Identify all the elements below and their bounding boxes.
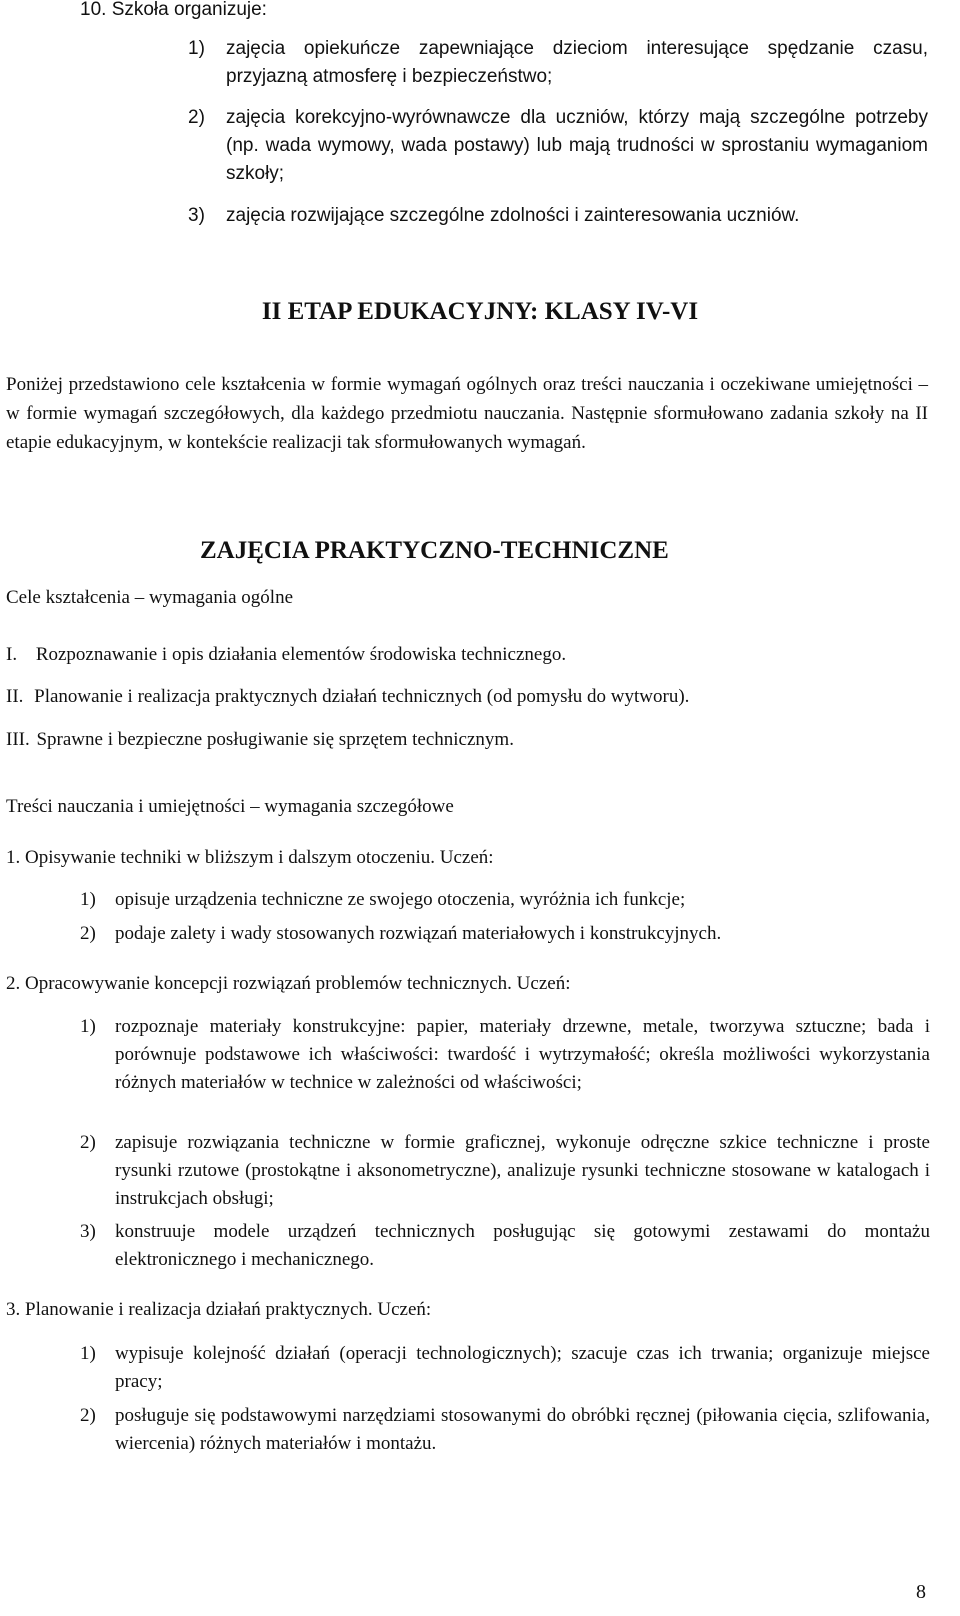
section-item-text: wypisuje kolejność działań (operacji technologicznych); szacuje czas ich trwania; organizuje miejsce pracy; [115,1343,930,1392]
section-item-text: zapisuje rozwiązania techniczne w formie graficznej, wykonuje odręczne szkice techniczne i proste rysunki rzutowe (prostokątne i aksonometryczne), analizuje rysunki techniczne stosowane w katalogach i instrukcjach obsługi; [115,1132,930,1209]
general-goal-1 [6,641,928,669]
general-goal-number: III. [6,729,30,750]
section-1-title: 1. Opisywanie techniki w bliższym i dalszym otoczeniu. Uczeń: [6,847,494,868]
intro-item-1 [188,35,928,91]
detailed-heading: Treści nauczania i umiejętności – wymagania szczegółowe [6,796,454,817]
general-goal-number: II. [6,686,24,707]
general-goal-text: Rozpoznawanie i opis działania elementów środowiska technicznego. [35,644,567,665]
section-3-title: 3. Planowanie i realizacja działań praktycznych. Uczeń: [6,1299,432,1320]
section-item-number: 2) [80,923,96,944]
section-item-number: 1) [80,1343,96,1364]
intro-item-text: zajęcia korekcyjno-wyrównawcze dla uczniów, którzy mają szczególne potrzeby (np. wada wymowy, wada postawy) lub mają trudności w sprostaniu wymaganiom szkoły; [226,107,928,184]
intro-title: 10. Szkoła organizuje: [80,0,267,20]
section-2-item-3 [80,1218,930,1274]
section-item-text: opisuje urządzenia techniczne ze swojego otoczenia, wyróżnia ich funkcje; [115,889,686,910]
general-goals-heading: Cele kształcenia – wymagania ogólne [6,587,294,608]
section-3-item-1 [80,1340,930,1396]
intro-item-text: zajęcia rozwijające szczególne zdolności i zainteresowania uczniów. [226,205,800,226]
section-item-number: 2) [80,1405,96,1426]
general-goal-text: Planowanie i realizacja praktycznych działań technicznych (od pomysłu do wytworu). [34,686,690,707]
subject-heading: ZAJĘCIA PRAKTYCZNO-TECHNICZNE [200,537,669,564]
general-goal-3 [6,726,928,754]
intro-item-number: 3) [188,205,205,226]
intro-item-text: zajęcia opiekuńcze zapewniające dzieciom interesujące spędzanie czasu, przyjazną atmosferę i bezpieczeństwo; [226,38,928,87]
section-item-text: posługuje się podstawowymi narzędziami stosowanymi do obróbki ręcznej (piłowania cięcia, szlifowania, wiercenia) różnych materiałów i montażu. [115,1405,930,1454]
stage-heading: II ETAP EDUKACYJNY: KLASY IV-VI [261,298,699,325]
intro-item-number: 1) [188,38,205,59]
section-1-item-2 [80,920,930,948]
section-2-title: 2. Opracowywanie koncepcji rozwiązań problemów technicznych. Uczeń: [6,973,571,994]
section-item-number: 1) [80,889,96,910]
section-2-item-1 [80,1013,930,1097]
intro-item-2 [188,104,928,188]
general-goal-text: Sprawne i bezpieczne posługiwanie się sprzętem technicznym. [36,729,514,750]
intro-item-3 [188,202,928,230]
section-item-number: 1) [80,1016,96,1037]
section-item-number: 2) [80,1132,96,1153]
general-goal-2 [6,683,928,711]
stage-intro-paragraph: Poniżej przedstawiono cele kształcenia w formie wymagań ogólnych oraz treści nauczania i oczekiwane umiejętności – w formie wymagań szczegółowych, dla każdego przedmiotu nauczania. Następnie sformułowano zadania szkoły na II etapie edukacyjnym, w kontekście realizacji tak sformułowanych wymagań. [6,374,928,453]
section-item-text: podaje zalety i wady stosowanych rozwiązań materiałowych i konstrukcyjnych. [115,923,722,944]
page-number: 8 [916,1581,926,1603]
section-item-text: rozpoznaje materiały konstrukcyjne: papier, materiały drzewne, metale, tworzywa sztuczne; bada i porównuje podstawowe ich właściwości: twardość i wytrzymałość; określa możliwości wykorzystania różnych materiałów w technice w zależności od właściwości; [115,1016,930,1093]
section-item-text: konstruuje modele urządzeń technicznych posługując się gotowymi zestawami do montażu elektronicznego i mechanicznego. [115,1221,930,1270]
section-3-item-2 [80,1402,930,1458]
intro-item-number: 2) [188,107,205,128]
section-2-item-2 [80,1129,930,1213]
general-goal-number: I. [6,644,18,665]
section-item-number: 3) [80,1221,96,1242]
section-1-item-1 [80,886,930,914]
